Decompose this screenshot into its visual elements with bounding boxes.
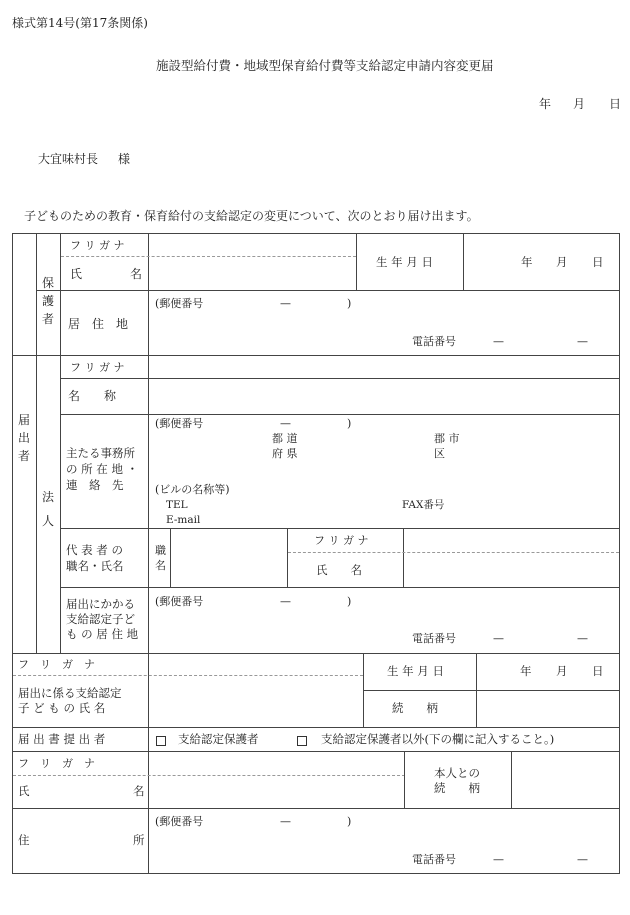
corp-rep-mei: 名: [155, 559, 166, 572]
child-relation-label: 続 柄: [392, 701, 438, 715]
addressee: 大宜味村長: [38, 152, 99, 166]
guardian-postal-label: (郵便番号: [155, 297, 204, 310]
child-birth-year: 年: [520, 664, 532, 678]
checkbox-guardian[interactable]: [156, 736, 166, 746]
child-addr-postal-close: ): [347, 595, 352, 608]
corp-rep-label-2: 職名・氏名: [66, 559, 124, 573]
form-title: 施設型給付費・地域型保育給付費等支給認定申請内容変更届: [156, 58, 494, 73]
submitter-phone-label: 電話番号: [412, 853, 456, 866]
guardian-birth-month: 月: [556, 255, 568, 269]
guardian-postal-dash: —: [280, 297, 291, 310]
corp-fuken: 府 県: [272, 447, 298, 460]
guardian-birth-year: 年: [521, 255, 533, 269]
guardian-phone-label: 電話番号: [412, 335, 456, 348]
child-address-label-3: も の 居 住 地: [66, 627, 139, 641]
child-birth-month: 月: [556, 664, 568, 678]
corp-postal-label: (郵便番号: [155, 417, 204, 430]
guardian-phone-dash-2: —: [577, 335, 588, 348]
child-address-label-2: 支給認定子ど: [66, 612, 135, 626]
corp-email-label: E-mail: [166, 514, 201, 526]
addressee-honorific: 様: [118, 152, 131, 166]
guardian-address-label: 居 住 地: [68, 317, 129, 331]
submitter-phone-dash-1: —: [493, 853, 504, 866]
corp-tel-label: TEL: [166, 499, 188, 511]
date-year: 年: [539, 97, 552, 111]
submitter-postal-label: (郵便番号: [155, 815, 204, 828]
side-label-hogosha: 保 護 者: [41, 276, 54, 326]
corp-todo: 都 道: [272, 432, 298, 445]
guardian-postal-close: ): [347, 297, 352, 310]
child-addr-phone-label: 電話番号: [412, 632, 456, 645]
submitter-postal-dash: —: [280, 815, 291, 828]
corp-office-label-3: 連 絡 先: [66, 478, 124, 492]
corp-office-label-2: の 所 在 地 ・: [66, 462, 139, 476]
submitter-label: 届 出 書 提 出 者: [18, 732, 106, 746]
submitter-relation-label-1: 本人との: [434, 766, 480, 780]
corp-rep-name-label: 氏 名: [316, 563, 362, 577]
child-furigana-label: フ リ ガ ナ: [18, 658, 95, 671]
guardian-furigana-label: フ リ ガ ナ: [70, 239, 125, 252]
corp-ku: 区: [434, 447, 445, 460]
option-guardian-label: 支給認定保護者: [178, 732, 259, 746]
submitter-furigana-label: フ リ ガ ナ: [18, 757, 95, 770]
child-addr-postal-dash: —: [280, 595, 291, 608]
submitter-relation-label-2: 続 柄: [434, 781, 480, 795]
corp-furigana-label: フ リ ガ ナ: [70, 361, 125, 374]
corp-fax-label: FAX番号: [402, 499, 445, 511]
child-birthdate-label: 生 年 月 日: [387, 664, 444, 678]
intro-text: 子どものための教育・保育給付の支給認定の変更について、次のとおり届け出ます。: [24, 209, 479, 223]
side-label-hojin: 法 人: [41, 490, 54, 528]
corp-name-label: 名 称: [68, 389, 117, 403]
corp-rep-furigana-label: フ リ ガ ナ: [314, 534, 369, 547]
date-day: 日: [609, 97, 622, 111]
corp-rep-shoku: 職: [155, 544, 166, 557]
child-address-label-1: 届出にかかる: [66, 597, 135, 611]
side-label-todokede: 届 出 者: [17, 413, 30, 463]
guardian-birth-day: 日: [592, 255, 604, 269]
corp-gunshi: 郡 市: [434, 432, 460, 445]
submitter-postal-close: ): [347, 815, 352, 828]
corp-office-label-1: 主たる事務所: [66, 446, 135, 460]
submitter-phone-dash-2: —: [577, 853, 588, 866]
child-birth-day: 日: [592, 664, 604, 678]
child-name-label-1: 届出に係る支給認定: [18, 686, 122, 700]
child-name-label-2: 子 ど も の 氏 名: [18, 701, 106, 715]
guardian-birthdate-label: 生 年 月 日: [376, 255, 433, 269]
child-addr-postal-label: (郵便番号: [155, 595, 204, 608]
checkbox-other[interactable]: [297, 736, 307, 746]
corp-building-label: (ビルの名称等): [155, 483, 230, 496]
submitter-address-label: 住 所: [18, 833, 145, 847]
submitter-name-label: 氏 名: [18, 784, 145, 798]
corp-rep-label-1: 代 表 者 の: [66, 543, 123, 557]
corp-postal-dash: —: [280, 417, 291, 430]
date-month: 月: [573, 97, 586, 111]
guardian-name-label: 氏 名: [70, 267, 142, 281]
form-number: 様式第14号(第17条関係): [12, 16, 148, 30]
child-addr-phone-dash-2: —: [577, 632, 588, 645]
option-other-label: 支給認定保護者以外(下の欄に記入すること。): [321, 732, 555, 746]
corp-postal-close: ): [347, 417, 352, 430]
guardian-phone-dash-1: —: [493, 335, 504, 348]
child-addr-phone-dash-1: —: [493, 632, 504, 645]
